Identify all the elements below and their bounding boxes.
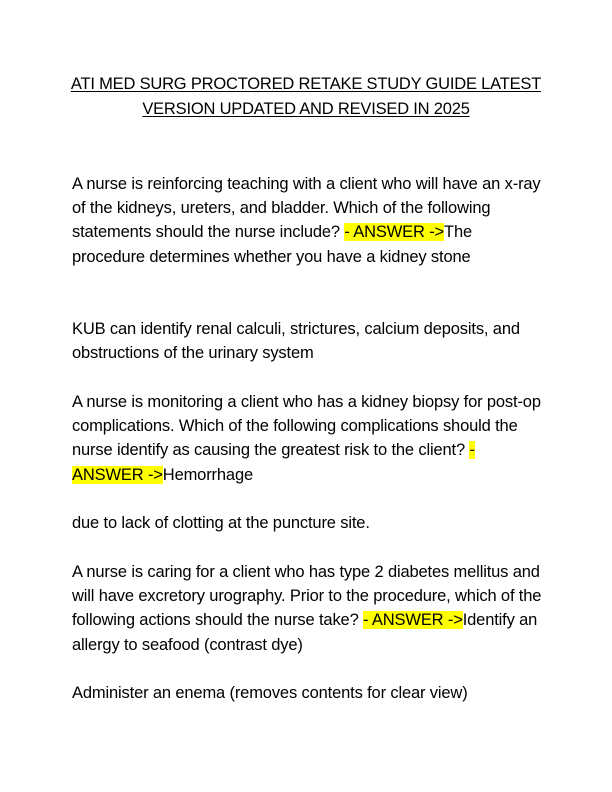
note-clotting: due to lack of clotting at the puncture site. (72, 514, 370, 532)
qa-item-2 (72, 390, 547, 487)
question-text: A nurse is monitoring a client who has a kidney biopsy for post-op complications. Which of the following complications should the nurse identify as causing the greatest risk to the client? (72, 393, 541, 460)
answer-marker: - ANSWER -> (344, 223, 445, 242)
title-line-2: VERSION UPDATED AND REVISED IN 2025 (142, 100, 470, 118)
note-kub: KUB can identify renal calculi, strictures, calcium deposits, and obstructions of the urinary system (72, 320, 520, 363)
question-text: A nurse is caring for a client who has type 2 diabetes mellitus and will have excretory urography. Prior to the procedure, which of the following actions should the nurse take? (72, 563, 542, 630)
note-enema: Administer an enema (removes contents for clear view) (72, 684, 468, 702)
qa-item-3 (72, 560, 547, 657)
answer-text: Hemorrhage (162, 465, 254, 484)
question-text: A nurse is reinforcing teaching with a client who will have an x-ray of the kidneys, ureters, and bladder. Which of the following statements should the nurse include? (72, 175, 541, 242)
qa-item-1 (72, 172, 547, 269)
answer-text: The procedure determines whether you have a kidney stone (72, 223, 473, 266)
answer-text: Identify an allergy to seafood (contrast dye) (72, 611, 538, 654)
answer-marker: - ANSWER -> (72, 441, 475, 484)
document-title (60, 72, 552, 122)
answer-marker: - ANSWER -> (363, 611, 463, 630)
title-line-1: ATI MED SURG PROCTORED RETAKE STUDY GUIDE LATEST (70, 75, 542, 93)
